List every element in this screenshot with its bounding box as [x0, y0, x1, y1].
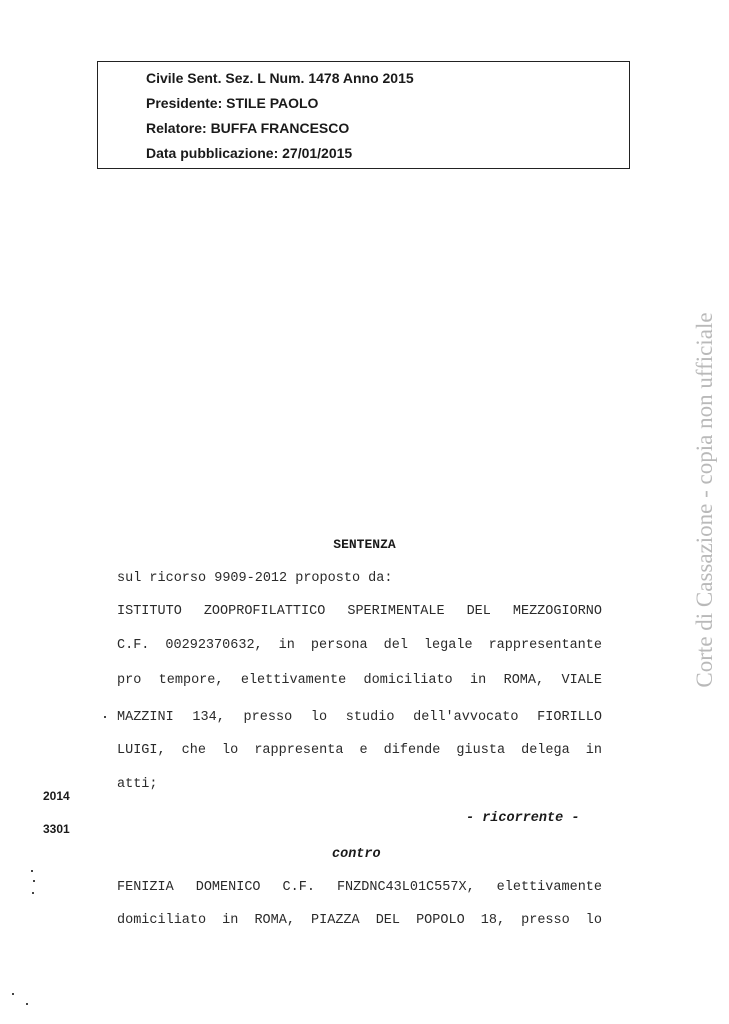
- margin-year: 2014: [43, 789, 70, 803]
- body-line-1: sul ricorso 9909-2012 proposto da:: [117, 571, 393, 586]
- body-line-2: ISTITUTO ZOOPROFILATTICO SPERIMENTALE DEL MEZZOGIORNO: [117, 604, 602, 619]
- case-reference: Civile Sent. Sez. L Num. 1478 Anno 2015: [146, 70, 414, 86]
- document-title: SENTENZA: [333, 537, 396, 552]
- body-line-4: pro tempore, elettivamente domiciliato in ROMA, VIALE: [117, 673, 602, 688]
- scan-speck: [32, 892, 34, 894]
- body-line-8: FENIZIA DOMENICO C.F. FNZDNC43L01C557X, elettivamente: [117, 880, 602, 895]
- body-line-5: MAZZINI 134, presso lo studio dell'avvocato FIORILLO: [117, 710, 602, 725]
- case-header-box: [97, 61, 630, 169]
- scan-speck: [33, 880, 35, 882]
- body-line-9: domiciliato in ROMA, PIAZZA DEL POPOLO 18, presso lo: [117, 913, 602, 928]
- scan-speck: [26, 1003, 28, 1005]
- president-line: Presidente: STILE PAOLO: [146, 95, 319, 111]
- margin-number: 3301: [43, 822, 70, 836]
- role-ricorrente: - ricorrente -: [466, 811, 580, 826]
- scan-speck: [31, 870, 33, 872]
- rapporteur-line: Relatore: BUFFA FRANCESCO: [146, 120, 350, 136]
- scan-speck: [12, 993, 14, 995]
- body-line-6: LUIGI, che lo rappresenta e difende giusta delega in: [117, 743, 602, 758]
- body-line-7: atti;: [117, 777, 158, 792]
- scan-speck: [104, 716, 106, 718]
- role-contro: contro: [332, 847, 381, 862]
- publication-date-line: Data pubblicazione: 27/01/2015: [146, 145, 353, 161]
- body-line-3: C.F. 00292370632, in persona del legale rappresentante: [117, 638, 602, 653]
- watermark-text: Corte di Cassazione - copia non ufficiale: [692, 312, 717, 688]
